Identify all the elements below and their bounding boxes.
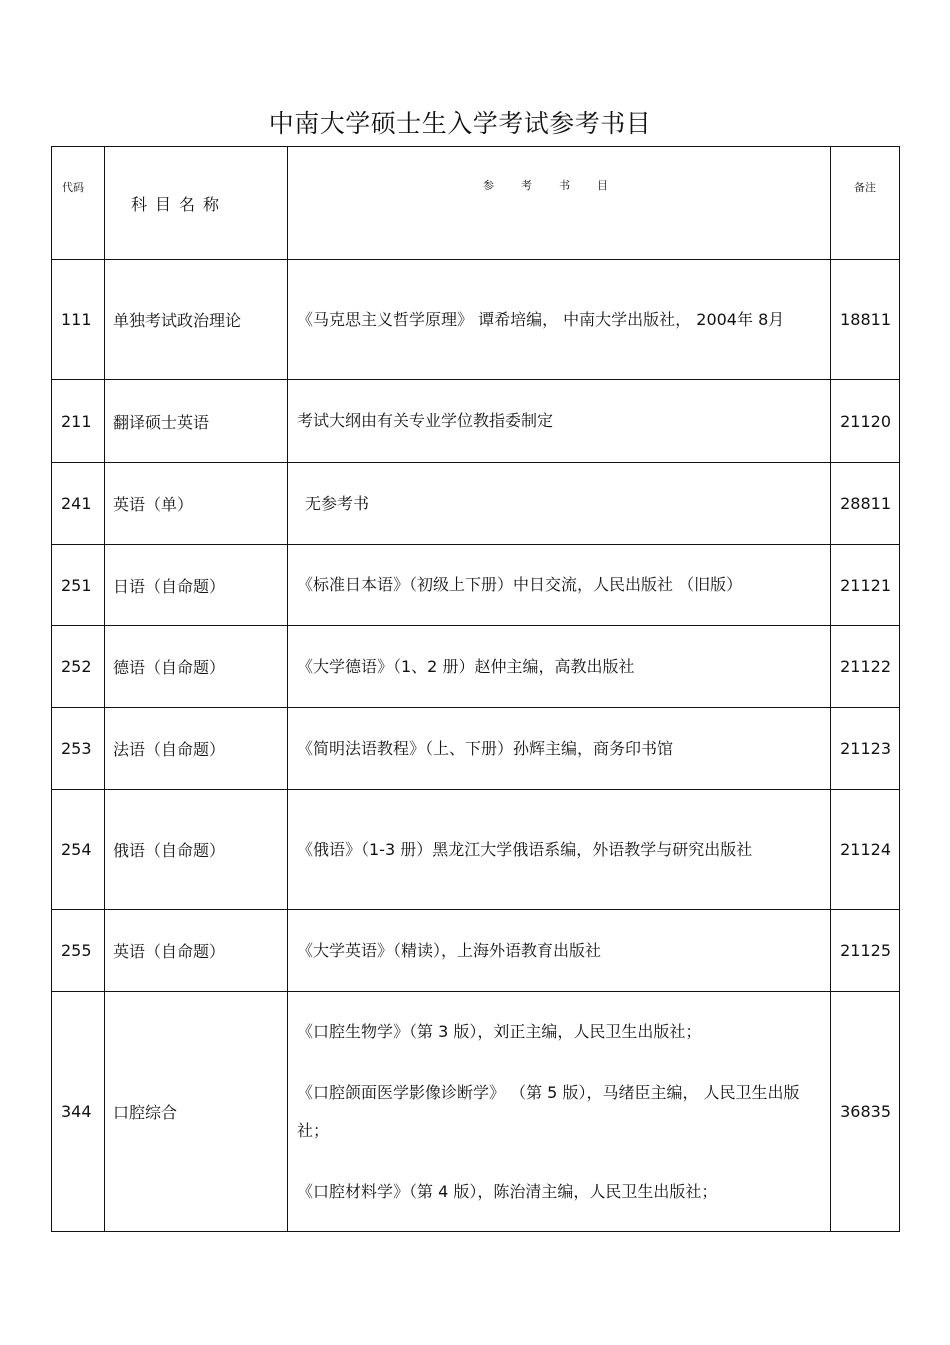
book-entry: 《俄语》（1-3 册）黑龙江大学俄语系编，外语教学与研究出版社 bbox=[297, 839, 753, 859]
subject-name: 口腔综合 bbox=[105, 992, 288, 1232]
subject-code: 211 bbox=[52, 380, 105, 463]
reference-books bbox=[288, 463, 831, 545]
book-entry: 考试大纲由有关专业学位教指委制定 bbox=[297, 411, 554, 430]
table-row bbox=[52, 380, 900, 463]
subject-code: 111 bbox=[52, 260, 105, 380]
note-code: 28811 bbox=[831, 463, 900, 545]
table-row bbox=[52, 790, 900, 910]
note-code: 36835 bbox=[831, 992, 900, 1232]
reference-books bbox=[288, 380, 831, 463]
subject-code: 251 bbox=[52, 545, 105, 626]
header-code: 代码 bbox=[52, 147, 105, 260]
note-code: 21122 bbox=[831, 626, 900, 708]
book-entry: 《大学英语》（精读），上海外语教育出版社 bbox=[297, 940, 602, 960]
header-note: 备注 bbox=[831, 147, 900, 260]
note-code: 21120 bbox=[831, 380, 900, 463]
subject-name: 单独考试政治理论 bbox=[105, 260, 288, 380]
book-entry: 《口腔颌面医学影像诊断学》 （第 5 版），马绪臣主编， 人民卫生出版社； bbox=[297, 1082, 800, 1140]
header-books: 参考书目 bbox=[288, 147, 831, 260]
subject-name: 俄语（自命题） bbox=[105, 790, 288, 910]
subject-name: 日语（自命题） bbox=[105, 545, 288, 626]
book-entry: 无参考书 bbox=[305, 493, 370, 513]
header-name: 科目名称 bbox=[105, 147, 288, 260]
book-entry: 《口腔材料学》（第 4 版），陈治清主编，人民卫生出版社； bbox=[297, 1181, 718, 1201]
subject-code: 253 bbox=[52, 708, 105, 790]
table-row bbox=[52, 626, 900, 708]
book-entry: 《大学德语》（1、2 册）赵仲主编，高教出版社 bbox=[297, 656, 635, 676]
reference-books bbox=[288, 545, 831, 626]
subject-code: 344 bbox=[52, 992, 105, 1232]
subject-name: 英语（单） bbox=[105, 463, 288, 545]
note-code: 21123 bbox=[831, 708, 900, 790]
book-entry: 《标准日本语》（初级上下册）中日交流，人民出版社 （旧版） bbox=[297, 575, 743, 594]
page-title: 中南大学硕士生入学考试参考书目 bbox=[268, 109, 652, 138]
table-row bbox=[52, 708, 900, 790]
subject-code: 255 bbox=[52, 910, 105, 992]
table-row bbox=[52, 463, 900, 545]
subject-code: 241 bbox=[52, 463, 105, 545]
table-header-row bbox=[52, 147, 900, 260]
subject-name: 法语（自命题） bbox=[105, 708, 288, 790]
book-entry: 《简明法语教程》（上、下册）孙辉主编，商务印书馆 bbox=[297, 738, 674, 758]
subject-name: 英语（自命题） bbox=[105, 910, 288, 992]
table-row bbox=[52, 910, 900, 992]
reference-books bbox=[288, 992, 831, 1232]
reference-books bbox=[288, 790, 831, 910]
subject-code: 254 bbox=[52, 790, 105, 910]
table-row bbox=[52, 545, 900, 626]
reference-books bbox=[288, 260, 831, 380]
note-code: 21125 bbox=[831, 910, 900, 992]
note-code: 21124 bbox=[831, 790, 900, 910]
reference-books bbox=[288, 910, 831, 992]
note-code: 18811 bbox=[831, 260, 900, 380]
table-row bbox=[52, 260, 900, 380]
reference-books bbox=[288, 708, 831, 790]
note-code: 21121 bbox=[831, 545, 900, 626]
book-entry: 《口腔生物学》（第 3 版），刘正主编，人民卫生出版社； bbox=[297, 1021, 702, 1041]
subject-name: 德语（自命题） bbox=[105, 626, 288, 708]
reference-table bbox=[51, 146, 900, 1232]
reference-books bbox=[288, 626, 831, 708]
table-row bbox=[52, 992, 900, 1232]
subject-code: 252 bbox=[52, 626, 105, 708]
book-entry: 《马克思主义哲学原理》 谭希培编， 中南大学出版社， 2004年 8月 bbox=[297, 309, 785, 329]
subject-name: 翻译硕士英语 bbox=[105, 380, 288, 463]
